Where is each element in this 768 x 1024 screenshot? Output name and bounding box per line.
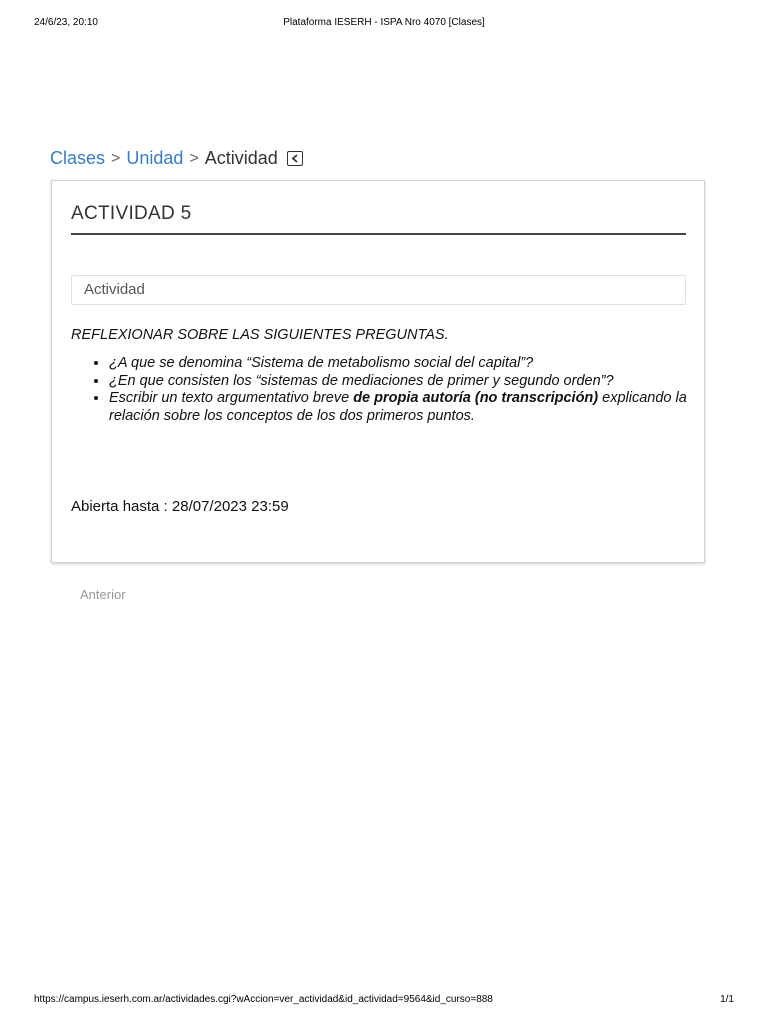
breadcrumb-current: Actividad xyxy=(204,148,278,168)
questions-list xyxy=(71,355,691,425)
list-item: • ¿A que se denomina “Sistema de metabolismo social del capital”? xyxy=(109,355,691,373)
activity-title: ACTIVIDAD 5 xyxy=(71,203,192,224)
breadcrumb-separator: > xyxy=(111,149,121,167)
chevron-left-square-icon[interactable] xyxy=(287,151,303,166)
print-header-title: Plataforma IESERH - ISPA Nro 4070 [Clases] xyxy=(283,17,485,28)
breadcrumb-link-unidad[interactable]: Unidad xyxy=(126,148,184,168)
previous-button[interactable]: Anterior xyxy=(80,587,126,602)
breadcrumb-link-clases[interactable]: Clases xyxy=(50,148,106,168)
breadcrumb xyxy=(50,148,303,169)
print-footer-page: 1/1 xyxy=(720,994,734,1005)
breadcrumb-separator: > xyxy=(189,149,199,167)
print-header-datetime: 24/6/23, 20:10 xyxy=(34,17,98,28)
list-item: • ¿En que consisten los “sistemas de mediaciones de primer y segundo orden”? xyxy=(109,373,691,391)
deadline-text: Abierta hasta : 28/07/2023 23:59 xyxy=(71,498,289,515)
activity-type-box: Actividad xyxy=(71,275,686,305)
activity-card xyxy=(51,180,705,563)
item-text-bold: de propia autoría (no transcripción) xyxy=(353,390,599,406)
activity-instructions xyxy=(71,327,691,425)
instructions-heading: REFLEXIONAR SOBRE LAS SIGUIENTES PREGUNTAS. xyxy=(71,327,449,343)
title-divider xyxy=(71,233,686,235)
list-item xyxy=(109,390,691,425)
item-text-after: explicando la relación sobre los conceptos de los dos primeros puntos. xyxy=(109,390,687,424)
print-footer-url: https://campus.ieserh.com.ar/actividades.cgi?wAccion=ver_actividad&id_actividad=9564&id_curso=888 xyxy=(34,994,493,1005)
item-text-before: Escribir un texto argumentativo breve xyxy=(109,390,354,406)
